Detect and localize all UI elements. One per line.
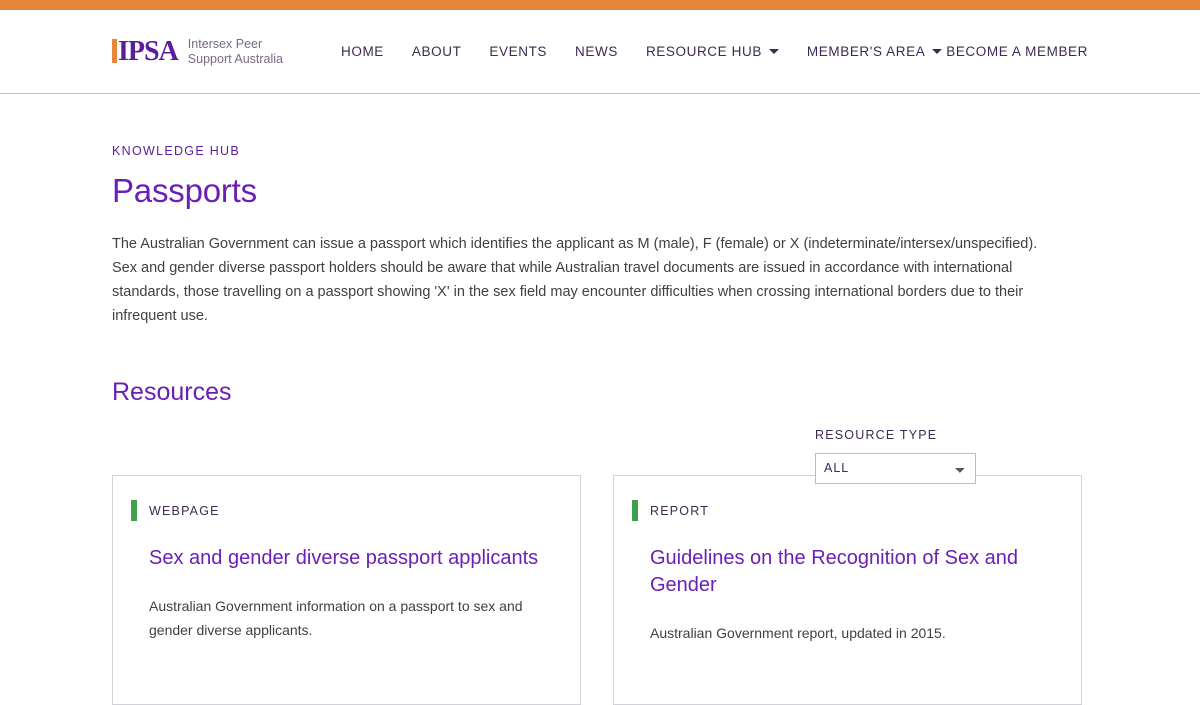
nav-item-label: RESOURCE HUB [645,44,762,59]
main-content [0,144,1200,705]
nav-item-resource-hub[interactable] [646,44,779,59]
nav-item-label: MEMBER'S AREA [806,44,926,59]
nav-item-label: NEWS [575,44,618,59]
nav-item-events[interactable] [489,44,547,59]
logo-line-1: Intersex Peer [187,36,263,51]
nav-item-label: EVENTS [489,44,548,59]
logo-wordmark [188,37,283,67]
page-title: Passports [112,172,257,209]
resource-card[interactable] [112,475,581,705]
site-logo[interactable] [112,37,283,67]
logo-line-2: Support Australia [187,51,283,66]
chevron-down-icon [932,49,942,54]
top-accent-bar [0,0,1200,10]
intro-paragraph: The Australian Government can issue a passport which identifies the applicant as M (male), F (female) or X (indeterminate/intersex/unspecified). Sex and gender diverse passport holders should be aware that while Australian travel documents are issued in accordance with international standards, those travelling on a passport showing 'X' in the sex field may encounter difficulties when crossing international borders due to their infrequent use. [112,236,1038,325]
resource-card-description: Australian Government report, updated in 2015. [650,625,946,642]
nav-item-label: ABOUT [411,44,462,59]
resource-card-type [131,500,562,521]
resources-heading: Resources [112,378,232,407]
primary-nav [341,44,942,59]
logo-bar-icon [112,39,117,63]
nav-item-news[interactable] [575,44,618,59]
resource-type-label: RESOURCE TYPE [815,427,938,442]
resource-card[interactable] [613,475,1082,705]
nav-item-about[interactable] [412,44,462,59]
logo-mark [112,35,178,67]
resource-card-title[interactable]: Guidelines on the Recognition of Sex and Gender [650,547,1019,597]
type-marker-icon [131,500,137,521]
logo-mark-text: IPSA [118,35,178,67]
breadcrumb-knowledge-hub: KNOWLEDGE HUB [112,144,241,158]
resource-type-badge: REPORT [650,503,710,518]
resource-type-badge: WEBPAGE [149,503,220,518]
resource-card-title[interactable]: Sex and gender diverse passport applicants [149,547,539,570]
resource-type-filter [815,428,976,484]
resource-card-list [112,475,1088,705]
chevron-down-icon [769,49,779,54]
nav-item-home[interactable] [341,44,384,59]
resource-card-description: Australian Government information on a passport to sex and gender diverse applicants. [149,598,523,639]
site-header [0,10,1200,94]
become-member-button[interactable]: BECOME A MEMBER [946,44,1088,59]
resource-type-select[interactable] [815,453,976,484]
resources-section-header [112,378,1088,442]
nav-item-members-area[interactable] [807,44,942,59]
nav-item-label: HOME [341,44,384,59]
type-marker-icon [632,500,638,521]
resource-card-type [632,500,1063,521]
